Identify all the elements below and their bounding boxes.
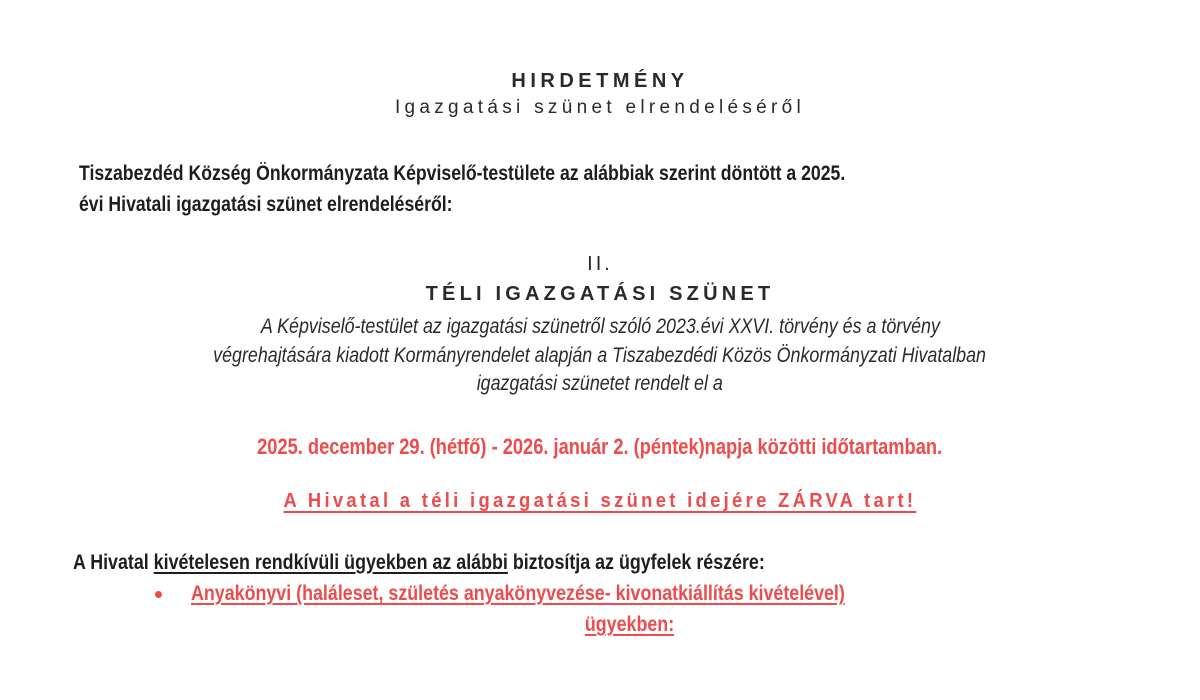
exception-item-continuation xyxy=(0,613,1200,637)
exceptions-lead-end: biztosítja az ügyfelek részére: xyxy=(507,551,765,574)
section-body-text: A Képviselő-testület az igazgatási szünetről szóló 2023.évi XXVI. törvény és a törvény xyxy=(260,315,940,338)
date-range-text: 2025. december 29. (hétfő) - 2026. január 2. (péntek)napja közötti időtartamban. xyxy=(257,434,943,459)
exceptions-lead-start: A Hivatal xyxy=(73,551,154,574)
section-title: TÉLI IGAZGATÁSI SZÜNET xyxy=(425,283,775,305)
intro-line-1: Tiszabezdéd Község Önkormányzata Képviselő-testülete az alábbiak szerint döntött a 2025. xyxy=(79,162,846,185)
section-body-line-1 xyxy=(0,315,1200,339)
document-subtitle: Igazgatási szünet elrendeléséről xyxy=(394,97,806,118)
section-body-line-3 xyxy=(0,372,1200,396)
bullet-icon xyxy=(155,591,162,598)
section-number: II. xyxy=(587,253,613,275)
closure-date-range xyxy=(0,434,1200,460)
exception-item-text-cont: ügyekben: xyxy=(585,613,675,636)
document-title: HIRDETMÉNY xyxy=(511,70,689,92)
section-body-text: igazgatási szünetet rendelt el a xyxy=(476,372,724,395)
closed-notice xyxy=(0,490,1200,513)
section-body-text: végrehajtására kiadott Kormányrendelet alapján a Tiszabezdédi Közös Önkormányzati Hivatalban xyxy=(213,344,987,367)
exceptions-lead xyxy=(73,551,765,575)
exception-item-text: Anyakönyvi (haláleset, születés anyakönyvezése- kivonatkiállítás kivételével) xyxy=(191,582,845,605)
section-body-line-2 xyxy=(0,344,1200,368)
closed-notice-text: A Hivatal a téli igazgatási szünet idejére ZÁRVA tart! xyxy=(283,490,917,512)
intro-line-2: évi Hivatali igazgatási szünet elrendeléséről: xyxy=(79,193,453,216)
exceptions-lead-underlined: kivételesen rendkívüli ügyekben az alábbi xyxy=(153,551,508,574)
